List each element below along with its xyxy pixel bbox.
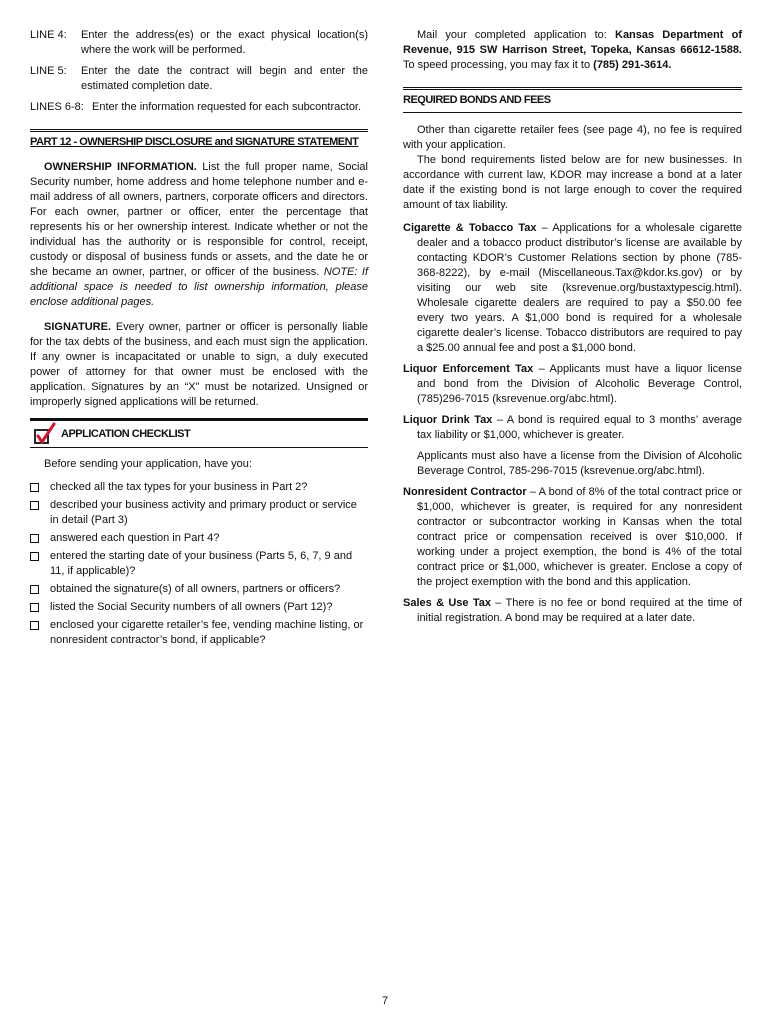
bond-entry-nonresident [403, 485, 742, 590]
right-column [403, 28, 742, 632]
fax-prefix: To speed processing, you may fax it to [403, 59, 594, 71]
checklist-item-text: listed the Social Security numbers of all owners (Part 12)? [50, 601, 333, 613]
checklist-item [30, 618, 368, 648]
entry-text: – There is no fee or bond required at the time of initial registration. A bond may be required at a later date. [417, 597, 742, 624]
checklist-item-text: checked all the tax types for your business in Part 2? [50, 481, 308, 493]
checklist-item-text: answered each question in Part 4? [50, 532, 220, 544]
page-number: 7 [381, 995, 389, 1007]
empty-checkbox-icon [30, 552, 39, 561]
ownership-text: List the full proper name, Social Security number, home address and home telephone number and e-mail address of all owners, partners, corporate officers and directors. For each owner, partner or officer, enter the percentage that represents his or her ownership interest. Indicate whether or not the individual has the authority or is responsible for control, receipt, custody or disposal of business funds or assets, and the date he or she became an owner, partner, or officer of the business. [30, 161, 368, 278]
checklist-item [30, 600, 368, 615]
part12-heading: PART 12 - OWNERSHIP DISCLOSURE and SIGNATURE STATEMENT [30, 136, 359, 148]
line-4-instruction [30, 28, 368, 58]
line-text: Enter the address(es) or the exact physical location(s) where the work will be performed. [81, 29, 368, 56]
empty-checkbox-icon [30, 585, 39, 594]
ownership-lead: OWNERSHIP INFORMATION. [44, 161, 197, 173]
bonds-paragraph-2: The bond requirements listed below are for new businesses. In accordance with current law, KDOR may increase a bond at a later date if the existing bond is not large enough to cover the required amount of tax liability. [403, 154, 742, 211]
bond-entry-liquor-drink [403, 413, 742, 443]
signature-lead: SIGNATURE. [44, 321, 112, 333]
empty-checkbox-icon [30, 621, 39, 630]
mail-prefix: Mail your completed application to: [417, 29, 615, 41]
entry-term: Cigarette & Tobacco Tax [403, 222, 537, 234]
checklist-item [30, 582, 368, 597]
checklist-heading: APPLICATION CHECKLIST [61, 428, 191, 440]
fax-number: (785) 291-3614. [593, 59, 672, 71]
section-divider [30, 129, 368, 132]
empty-checkbox-icon [30, 603, 39, 612]
checklist [30, 480, 368, 648]
ownership-paragraph [30, 160, 368, 310]
signature-text: Every owner, partner or officer is personally liable for the tax debts of the business, and each must sign the application. If any owner is incapacitated or unable to sign, a duly executed power of attorney for that owner must be enclosed with the application. Signatures by an “X” must be notarized. Unsigned or improperly signed applications will be returned. [30, 321, 369, 408]
bonds-heading: REQUIRED BONDS AND FEES [403, 94, 551, 106]
line-label: LINE 5: [30, 65, 67, 77]
checklist-item-text: obtained the signature(s) of all owners, partners or officers? [50, 583, 341, 595]
red-checkmark-box-icon [33, 422, 57, 446]
bonds-paragraph-1: Other than cigarette retailer fees (see page 4), no fee is required with your application. [403, 124, 742, 151]
checklist-item [30, 549, 368, 579]
entry-text: Applicants must also have a license from the Division of Alcoholic Beverage Control, 785-296-7015 (ksrevenue.org/abc.html). [417, 450, 742, 477]
checklist-header [30, 418, 368, 448]
line-text: Enter the date the contract will begin and enter the estimated completion date. [81, 65, 368, 92]
checklist-item-text: described your business activity and primary product or service in detail (Part 3) [50, 499, 357, 526]
line-label: LINE 4: [30, 29, 67, 41]
mail-address: Kansas Department of Revenue, 915 SW Harrison Street, Topeka, Kansas 66612-1588. [403, 29, 742, 56]
bond-entry-liquor-drink-note [403, 449, 742, 479]
entry-text: – Applicants must have a liquor license and bond from the Division of Alcoholic Beverage Control, (785)296-7015 (ksrevenue.org/abc.html). [417, 363, 743, 405]
entry-term: Nonresident Contractor [403, 486, 527, 498]
bond-entry-liquor-enforcement [403, 362, 742, 407]
checklist-item-text: enclosed your cigarette retailer’s fee, vending machine listing, or nonresident contractor’s bond, if applicable? [50, 619, 364, 646]
checklist-item [30, 498, 368, 528]
checklist-item-text: entered the starting date of your business (Parts 5, 6, 7, 9 and 11, if applicable)? [50, 550, 353, 577]
entry-text: – A bond is required equal to 3 months’ average tax liability or $1,000, whichever is greater. [417, 414, 743, 441]
ownership-note: NOTE: If additional space is needed to list ownership information, please enclose additional pages. [30, 266, 369, 308]
checklist-item [30, 531, 368, 546]
line-5-instruction [30, 64, 368, 94]
empty-checkbox-icon [30, 483, 39, 492]
left-column [30, 28, 368, 651]
bond-entry-sales-use [403, 596, 742, 626]
entry-text: – Applications for a wholesale cigarette dealer and a tobacco product distributor’s license are available by contacting KDOR’s Customer Relations section by phone (785-368-8222), by e-mail (Miscellaneous.Tax@kdor.ks.gov) or by visiting our web site (ksrevenue.org/bustaxtypescig.html). Wholesale cigarette dealers are required to pay a $50.00 fee every two years. A $1,000 bond is required for a wholesale cigarette dealer’s license. Tobacco distributors are required to pay a $25.00 annual fee and post a $1,000 bond. [417, 222, 742, 354]
checklist-intro: Before sending your application, have you: [44, 458, 252, 470]
section-divider [403, 112, 742, 113]
entry-term: Liquor Drink Tax [403, 414, 493, 426]
entry-term: Sales & Use Tax [403, 597, 491, 609]
signature-paragraph [30, 320, 368, 410]
empty-checkbox-icon [30, 534, 39, 543]
bond-entry-cigarette [403, 221, 742, 356]
entry-text: – A bond of 8% of the total contract price or $1,000, whichever is greater, is required for any nonresident contractor or subcontractor working in Kansas when the total contract price or compensation received is over $10,000. If working under a project exemption, the bond is 4% of the total contract price or $1,000, whichever is greater. Enclose a copy of the project exemption with the bond and this application. [417, 486, 742, 588]
checklist-item [30, 480, 368, 495]
empty-checkbox-icon [30, 501, 39, 510]
lines-6-8-instruction [30, 100, 368, 115]
entry-term: Liquor Enforcement Tax [403, 363, 534, 375]
line-text: Enter the information requested for each subcontractor. [92, 101, 362, 113]
mailing-instructions [403, 28, 742, 73]
section-divider [403, 87, 742, 90]
line-label: LINES 6-8: [30, 101, 84, 113]
